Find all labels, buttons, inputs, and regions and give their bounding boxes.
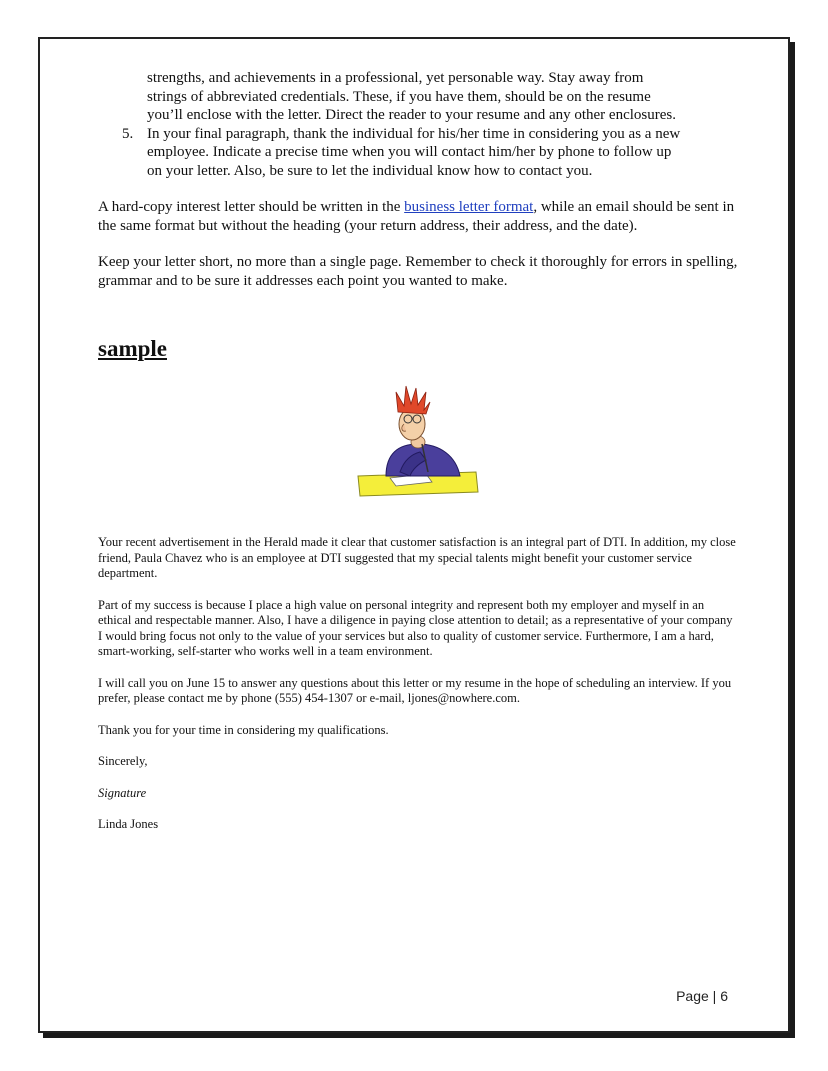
sample-heading: sample xyxy=(98,336,167,361)
letter-signature: Signature xyxy=(98,785,147,800)
step4-continuation xyxy=(147,69,738,125)
page-number: Page | 6 xyxy=(676,988,728,1004)
text-line: on your letter. Also, be sure to let the individual know how to contact you. xyxy=(147,162,593,179)
text-line: strings of abbreviated credentials. These, if you have them, should be on the resume xyxy=(147,88,651,105)
sample-letter xyxy=(98,535,738,833)
letter-paragraph-3: I will call you on June 15 to answer any questions about this letter or my resume in the hope of scheduling an interview. If you prefer, please contact me by phone (555) 454-1307 or e-mail, ljones@nowhere.com. xyxy=(98,675,732,705)
text-line: employee. Indicate a precise time when you will contact him/her by phone to follow up xyxy=(147,144,672,160)
text-line: In your final paragraph, thank the individual for his/her time in considering you as a new xyxy=(147,125,681,142)
letter-closing: Sincerely, xyxy=(98,754,148,768)
letter-paragraph-4: Thank you for your time in considering my qualifications. xyxy=(98,722,389,737)
short-letter-paragraph: Keep your letter short, no more than a single page. Remember to check it thoroughly for errors in spelling, grammar and to be sure it addresses each point you wanted to make. xyxy=(98,254,738,289)
letter-paragraph-2: Part of my success is because I place a high value on personal integrity and represent both my employer and myself in an ethical and respectable manner. Also, I have a diligence in paying close attention to detail; as a representative of your company I would bring focus not only to the value of your services but also to quality of customer service. Furthermore, I am a hard, smart-working, self-starter who works well in a team environment. xyxy=(98,597,733,658)
text-run: A hard-copy interest letter should be written in the xyxy=(98,199,405,215)
text-run: , while an email should be sent in the same format but without the heading (your return address, their address, and the date). xyxy=(98,199,735,234)
step-5 xyxy=(98,125,738,181)
letter-name: Linda Jones xyxy=(98,817,159,831)
step-number: 5. xyxy=(122,125,134,142)
format-paragraph xyxy=(98,198,738,235)
steps-list xyxy=(98,125,738,181)
letter-paragraph-1: Your recent advertisement in the Herald made it clear that customer satisfaction is an integral part of DTI. In addition, my close friend, Paula Chavez who is an employee at DTI suggested that my special talents might benefit your customer service department. xyxy=(98,535,736,580)
thinking-man-clipart xyxy=(356,384,480,502)
business-letter-format-link[interactable]: business letter format xyxy=(404,199,534,215)
page-frame xyxy=(38,37,790,1033)
text-line: strengths, and achievements in a professional, yet personable way. Stay away from xyxy=(147,70,644,86)
text-line: you’ll enclose with the letter. Direct the reader to your resume and any other enclosures. xyxy=(147,107,676,123)
